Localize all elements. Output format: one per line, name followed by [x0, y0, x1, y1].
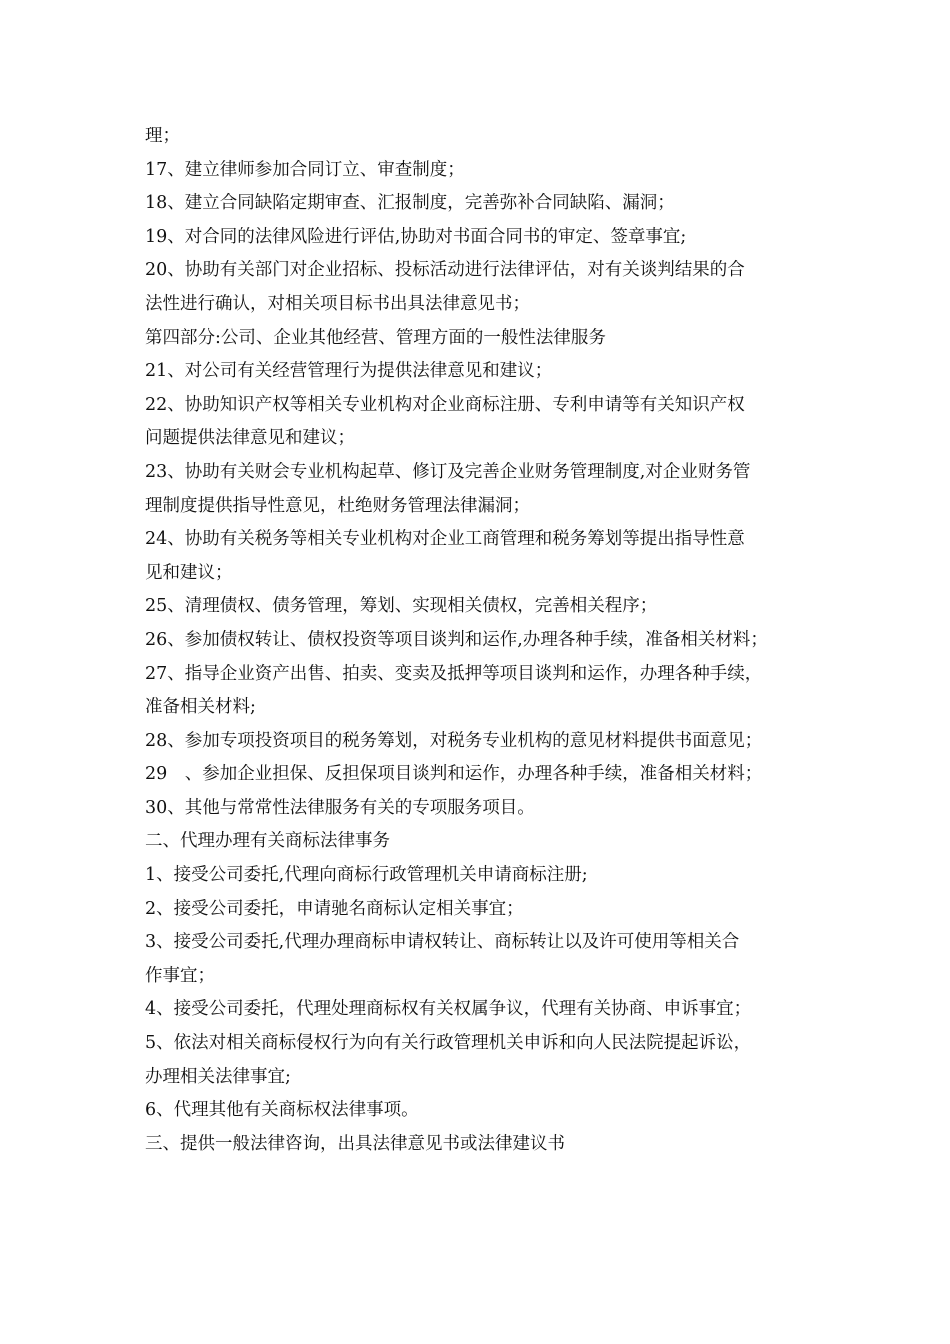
- text-line: 27、指导企业资产出售、拍卖、变卖及抵押等项目谈判和运作，办理各种手续，: [145, 663, 763, 684]
- text-line: 2、接受公司委托，申请驰名商标认定相关事宜；: [145, 898, 524, 919]
- text-line: 28、参加专项投资项目的税务筹划，对税务专业机构的意见材料提供书面意见；: [145, 730, 763, 751]
- text-line: 3、接受公司委托,代理办理商标申请权转让、商标转让以及许可使用等相关合: [145, 932, 740, 953]
- text-line: 理；: [145, 126, 180, 146]
- text-line: 22、协助知识产权等相关专业机构对企业商标注册、专利申请等有关知识产权: [145, 394, 745, 415]
- text-line: 25、清理债权、债务管理，筹划、实现相关债权，完善相关程序；: [145, 596, 658, 617]
- text-line: 24、协助有关税务等相关专业机构对企业工商管理和税务筹划等提出指导性意: [145, 529, 745, 550]
- text-line: 办理相关法律事宜;: [145, 1066, 291, 1087]
- text-line: 准备相关材料;: [145, 697, 256, 718]
- text-line: 29 、参加企业担保、反担保项目谈判和运作，办理各种手续，准备相关材料；: [145, 764, 763, 785]
- text-line: 1、接受公司委托,代理向商标行政管理机关申请商标注册;: [145, 865, 588, 886]
- text-line: 4、接受公司委托，代理处理商标权有关权属争议，代理有关协商、申诉事宜；: [145, 999, 752, 1020]
- text-line: 理制度提供指导性意见，杜绝财务管理法律漏洞；: [145, 495, 530, 516]
- text-line: 5、依法对相关商标侵权行为向有关行政管理机关申诉和向人民法院提起诉讼，: [145, 1033, 752, 1054]
- text-line: 17、建立律师参加合同订立、审查制度；: [145, 159, 465, 180]
- text-line: 23、协助有关财会专业机构起草、修订及完善企业财务管理制度,对企业财务管: [145, 461, 751, 482]
- text-line: 见和建议；: [145, 562, 233, 583]
- document-body: [145, 120, 825, 1161]
- section-heading: 三、提供一般法律咨询，出具法律意见书或法律建议书: [145, 1133, 565, 1154]
- text-line: 6、代理其他有关商标权法律事项。: [145, 1100, 419, 1121]
- text-line: 19、对合同的法律风险进行评估,协助对书面合同书的审定、签章事宜;: [145, 226, 687, 247]
- text-line: 26、参加债权转让、债权投资等项目谈判和运作,办理各种手续，准备相关材料；: [145, 629, 768, 650]
- section-heading: 第四部分:公司、企业其他经营、管理方面的一般性法律服务: [145, 327, 606, 348]
- text-line: 问题提供法律意见和建议；: [145, 428, 355, 449]
- text-line: 30、其他与常常性法律服务有关的专项服务项目。: [145, 797, 535, 818]
- text-line: 作事宜；: [145, 965, 215, 986]
- section-heading: 二、代理办理有关商标法律事务: [145, 831, 390, 852]
- text-line: 21、对公司有关经营管理行为提供法律意见和建议；: [145, 361, 553, 382]
- text-line: 20、协助有关部门对企业招标、投标活动进行法律评估，对有关谈判结果的合: [145, 260, 745, 281]
- text-line: 法性进行确认，对相关项目标书出具法律意见书；: [145, 293, 530, 314]
- text-line: 18、建立合同缺陷定期审查、汇报制度，完善弥补合同缺陷、漏洞；: [145, 193, 675, 214]
